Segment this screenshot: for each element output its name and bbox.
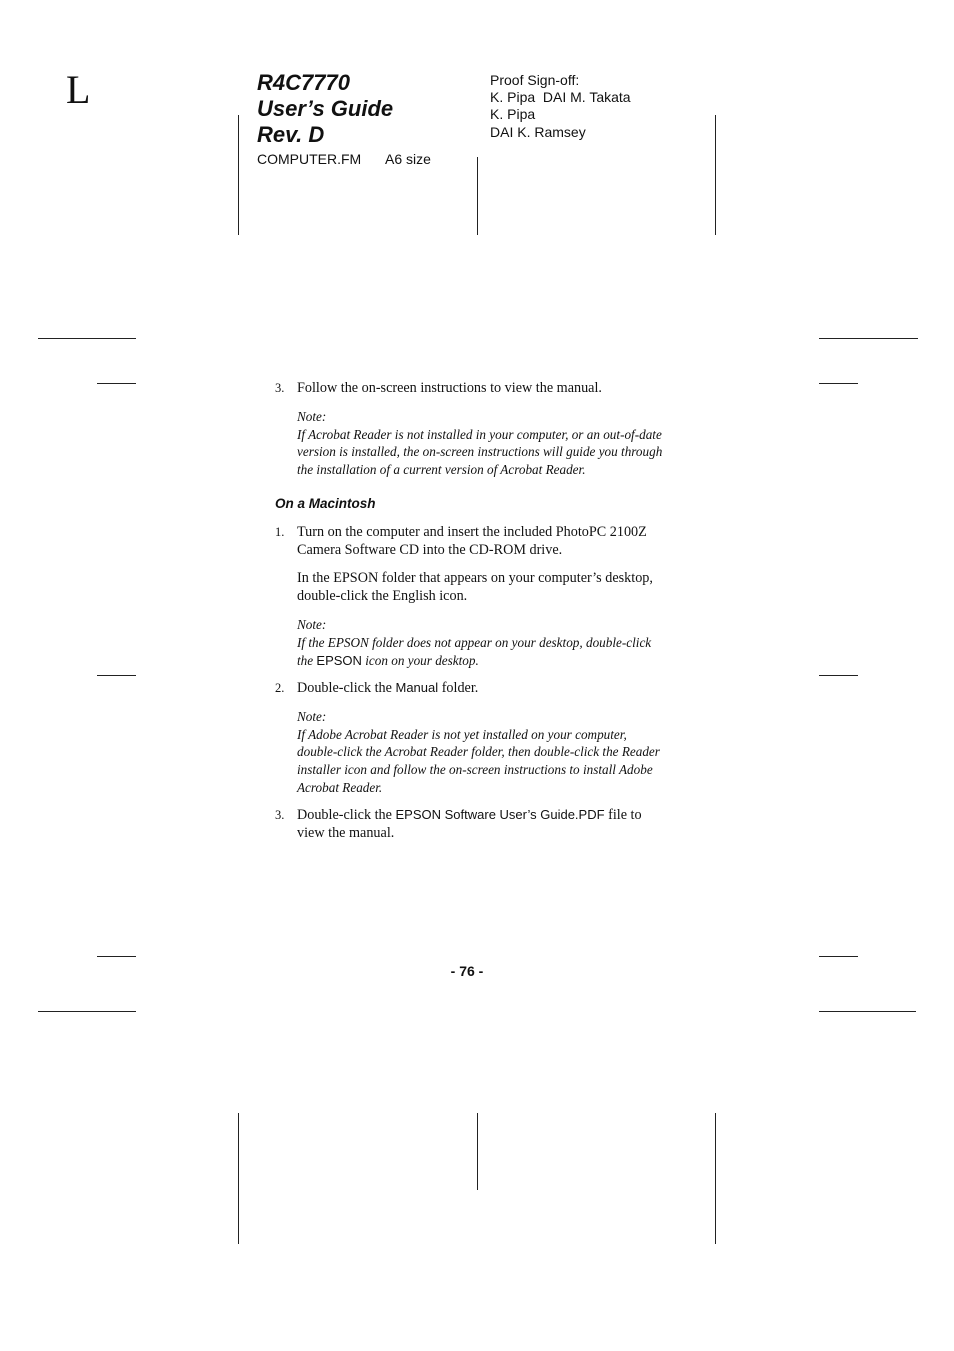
crop-mark — [715, 115, 716, 235]
list-item — [275, 523, 670, 559]
file-name: COMPUTER.FM — [257, 151, 362, 167]
step-number: 3. — [275, 381, 285, 395]
ui-term: Manual — [395, 680, 439, 696]
step-text: Turn on the computer and insert the included PhotoPC 2100Z Camera Software CD into the CD-ROM drive. — [297, 524, 647, 559]
crop-mark — [819, 383, 858, 384]
crop-mark — [819, 956, 858, 957]
section-heading: On a Macintosh — [275, 496, 376, 512]
step-detail: In the EPSON folder that appears on your computer’s desktop, double-click the English icon. — [297, 570, 653, 605]
title-line: User’s Guide — [257, 96, 394, 121]
note-label: Note: — [297, 709, 327, 725]
crop-mark — [97, 956, 136, 957]
crop-mark — [238, 1113, 239, 1244]
crop-mark — [819, 675, 858, 676]
note-text-part: icon on your desktop. — [361, 652, 479, 668]
note-text-part: If the EPSON folder does not appear on your desktop, double-click the — [297, 634, 652, 668]
title-line: Rev. D — [257, 122, 325, 147]
page-number: - 76 - — [450, 963, 484, 979]
note-text: If Adobe Acrobat Reader is not yet installed on your computer, double-click the Acrobat Reader folder, then double-click the Reader installer icon and follow the on-screen instructions to install Adobe Acrobat Reader. — [297, 726, 660, 795]
note-text — [297, 634, 670, 669]
page-size-label: A6 size — [385, 151, 431, 167]
document-title — [257, 70, 393, 148]
step-text-part: Double-click the — [297, 807, 396, 824]
ui-term: EPSON — [316, 652, 362, 668]
crop-mark — [715, 1113, 716, 1244]
crop-mark — [819, 1011, 916, 1012]
step-text — [297, 807, 642, 841]
list-item — [275, 379, 670, 397]
step-text: Follow the on-screen instructions to view the manual. — [297, 380, 602, 396]
crop-mark — [819, 338, 918, 339]
crop-mark — [38, 1011, 136, 1012]
list-item — [275, 679, 670, 697]
step-text-part: folder. — [438, 680, 479, 697]
crop-mark — [38, 338, 136, 339]
crop-mark — [477, 1113, 478, 1190]
step-number: 1. — [275, 525, 285, 540]
proof-signoff — [490, 72, 631, 141]
page-side-mark: L — [66, 67, 91, 112]
note-block — [275, 408, 670, 478]
step-text-part: Double-click the — [297, 680, 396, 697]
note-label: Note: — [297, 409, 327, 424]
step-number: 3. — [275, 808, 285, 823]
crop-mark — [97, 383, 136, 384]
list-item — [275, 806, 670, 842]
page-body — [275, 379, 670, 842]
note-block — [275, 708, 670, 796]
note-block — [275, 616, 670, 669]
crop-mark — [97, 675, 136, 676]
proof-line: K. Pipa — [490, 106, 536, 123]
title-line: R4C7770 — [257, 70, 350, 95]
crop-mark — [238, 115, 239, 235]
ui-term: EPSON Software User’s Guide.PDF — [395, 807, 605, 823]
proof-line: K. Pipa DAI M. Takata — [490, 89, 631, 106]
step-text-part: file to view the manual. — [297, 807, 642, 842]
note-text: If Acrobat Reader is not installed in your computer, or an out-of-date version is installed, the on-screen instructions will guide you through the installation of a current version of Acrobat Reader. — [297, 426, 663, 477]
crop-mark — [477, 157, 478, 235]
note-label: Note: — [297, 617, 327, 633]
step-text — [297, 680, 478, 696]
proof-line: DAI K. Ramsey — [490, 123, 586, 140]
step-number: 2. — [275, 681, 285, 696]
proof-line: Proof Sign-off: — [490, 72, 580, 88]
